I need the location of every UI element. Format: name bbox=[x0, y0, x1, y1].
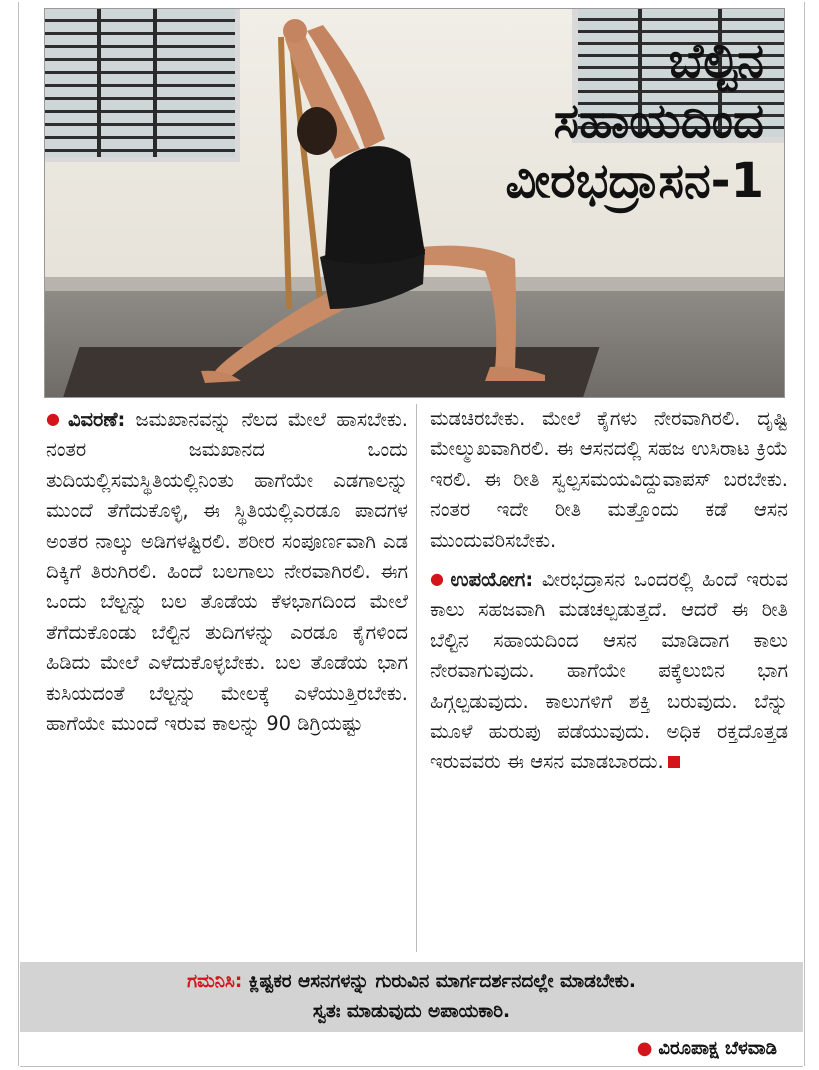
title-line-3: ವೀರಭದ್ರಾಸನ-1 bbox=[505, 153, 764, 209]
article-title bbox=[434, 31, 764, 211]
left-column bbox=[46, 404, 417, 952]
caution-note bbox=[20, 962, 803, 1032]
author-byline bbox=[637, 1038, 777, 1059]
benefits-paragraph bbox=[430, 564, 788, 778]
bullet-icon: ● bbox=[430, 569, 447, 589]
description-text: ಜಮಖಾನವನ್ನು ನೆಲದ ಮೇಲೆ ಹಾಸಬೇಕು. ನಂತರ ಜಮಖಾನದ ಒಂದು ತುದಿಯಲ್ಲಿಸಮಸ್ಥಿತಿಯಲ್ಲಿನಿಂತು ಹಾಗೆಯೇ ಎಡಗಾಲನ್ನು ಮುಂದೆ ತೆಗೆದುಕೊಳ್ಳಿ, ಈ ಸ್ಥಿತಿಯಲ್ಲಿಎರಡೂ ಪಾದಗಳ ಅಂತರ ನಾಲ್ಕು ಅಡಿಗಳಷ್ಟಿರಲಿ. ಶರೀರ ಸಂಪೂರ್ಣವಾಗಿ ಎಡ ದಿಕ್ಕಿಗೆ ತಿರುಗಿರಲಿ. ಹಿಂದೆ ಬಲಗಾಲು ನೇರವಾಗಿರಲಿ. ಈಗ ಒಂದು ಬೆಲ್ಟನ್ನು ಬಲ ತೊಡೆಯ ಕೆಳಭಾಗದಿಂದ ಮೇಲೆ ತೆಗೆದುಕೊಂಡು ಬೆಲ್ಟಿನ ತುದಿಗಳನ್ನು ಎರಡೂ ಕೈಗಳಿಂದ ಹಿಡಿದು ಮೇಲೆ ಎಳೆದುಕೊಳ್ಳಬೇಕು. ಬಲ ತೊಡೆಯ ಭಾಗ ಕುಸಿಯದಂತೆ ಬೆಲ್ಟನ್ನು ಮೇಲಕ್ಕೆ ಎಳೆಯುತ್ತಿರಬೇಕು. ಹಾಗೆಯೇ ಮುಂದೆ ಇರುವ ಕಾಲನ್ನು 90 ಡಿಗ್ರಿಯಷ್ಟು bbox=[46, 408, 409, 736]
author-name: ವಿರೂಪಾಕ್ಷ ಬೆಳವಾಡಿ bbox=[658, 1038, 777, 1059]
description-heading: ವಿವರಣೆ: bbox=[67, 408, 126, 431]
note-line-2: ಸ್ವತಃ ಮಾಡುವುದು ಅಪಾಯಕಾರಿ. bbox=[312, 1001, 511, 1022]
note-line-1: ಕ್ಲಿಷ್ಟಕರ ಆಸನಗಳನ್ನು ಗುರುವಿನ ಮಾರ್ಗದರ್ಶನದಲ್ಲೇ ಮಾಡಬೇಕು. bbox=[248, 971, 636, 992]
end-square-icon bbox=[668, 756, 680, 768]
benefits-heading: ಉಪಯೋಗ: bbox=[450, 568, 534, 592]
yoga-photo bbox=[44, 8, 785, 398]
bullet-icon: ● bbox=[46, 409, 64, 428]
title-line-2: ಸಹಾಯದಿಂದ bbox=[553, 93, 764, 149]
description-paragraph bbox=[46, 404, 408, 739]
right-column bbox=[430, 404, 788, 778]
title-line-1: ಬೆಲ್ಟಿನ bbox=[668, 33, 764, 89]
bullet-icon: ● bbox=[636, 1038, 653, 1059]
continued-text: ಮಡಚಿರಬೇಕು. ಮೇಲೆ ಕೈಗಳು ನೇರವಾಗಿರಲಿ. ದೃಷ್ಟಿ ಮೇಲ್ಮುಖವಾಗಿರಲಿ. ಈ ಆಸನದಲ್ಲಿ ಸಹಜ ಉಸಿರಾಟ ಕ್ರಿಯೆ ಇರಲಿ. ಈ ರೀತಿ ಸ್ವಲ್ಪಸಮಯವಿದ್ದುವಾಪಸ್ ಬರಬೇಕು. ನಂತರ ಇದೇ ರೀತಿ ಮತ್ತೊಂದು ಕಡೆ ಆಸನ ಮುಂದುವರಿಸಬೇಕು. bbox=[430, 407, 788, 552]
benefits-text: ವೀರಭದ್ರಾಸನ ಒಂದರಲ್ಲಿ ಹಿಂದೆ ಇರುವ ಕಾಲು ಸಹಜವಾಗಿ ಮಡಚಲ್ಪಡುತ್ತದೆ. ಆದರೆ ಈ ರೀತಿ ಬೆಲ್ಟಿನ ಸಹಾಯದಿಂದ ಆಸನ ಮಾಡಿದಾಗ ಕಾಲು ನೇರವಾಗುವುದು. ಹಾಗೆಯೇ ಪಕ್ಕೆಲುಬಿನ ಭಾಗ ಹಿಗ್ಗಲ್ಪಡುವುದು. ಕಾಲುಗಳಿಗೆ ಶಕ್ತಿ ಬರುವುದು. ಬೆನ್ನು ಮೂಳೆ ಹುರುಪು ಪಡೆಯುವುದು. ಅಧಿಕ ರಕ್ತದೊತ್ತಡ ಇರುವವರು ಈ ಆಸನ ಮಾಡಬಾರದು. bbox=[430, 568, 788, 774]
bottom-rule bbox=[20, 1066, 803, 1067]
continued-paragraph bbox=[430, 404, 788, 556]
note-label: ಗಮನಿಸಿ: bbox=[187, 971, 243, 992]
